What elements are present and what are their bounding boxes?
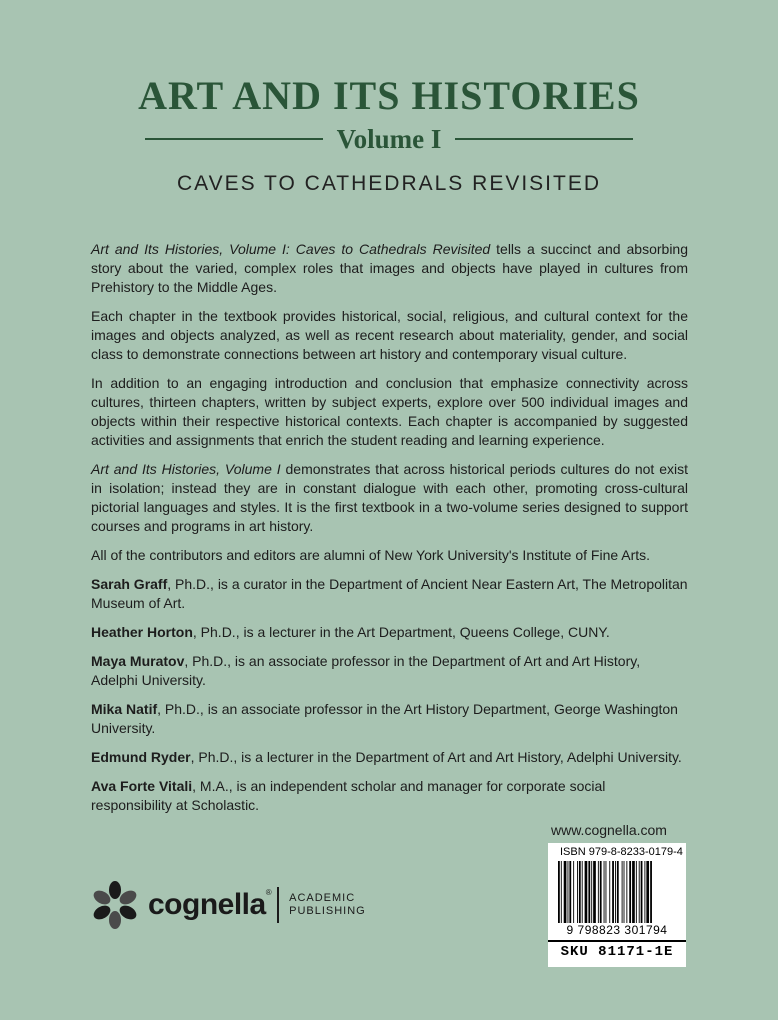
contributor-text: , M.A., is an independent scholar and manager for corporate social responsibility at Scholastic. (91, 778, 606, 813)
description-paragraph-5: All of the contributors and editors are alumni of New York University's Institute of Fine Arts. (91, 547, 651, 563)
contributor-bio (91, 623, 688, 642)
barcode-bar (636, 861, 637, 923)
title-italic: Art and Its Histories, Volume I (91, 461, 281, 477)
description-paragraph-4 (91, 460, 688, 536)
sku-label: SKU 81171-1E (560, 944, 674, 960)
barcode-bar (609, 861, 610, 923)
publisher-url: www.cognella.com (551, 822, 667, 838)
contributor-name: Mika Natif (91, 701, 158, 717)
contributor-name: Heather Horton (91, 624, 193, 640)
contributor-text: , Ph.D., is an associate professor in the Art History Department, George Washington University. (91, 701, 678, 736)
contributor-name: Ava Forte Vitali (91, 778, 193, 794)
publisher-logo (90, 880, 366, 930)
barcode-bar (561, 861, 562, 923)
paragraph-text: tells a succinct and absorbing story about the varied, complex roles that images and objects have played in cultures from Prehistory to the Middle Ages. (91, 241, 688, 295)
barcode-digits: 9 798823 301794 (566, 923, 668, 937)
volume-heading (145, 122, 633, 156)
barcode-bar (650, 861, 652, 923)
barcode-bar (626, 861, 627, 923)
contributor-text: , Ph.D., is a lecturer in the Department of Art and Art History, Adelphi University. (190, 749, 682, 765)
barcode-bar (568, 861, 569, 923)
contributor-text: , Ph.D., is a lecturer in the Art Department, Queens College, CUNY. (192, 624, 610, 640)
barcode-icon (558, 861, 676, 923)
cognella-logo-icon (90, 880, 140, 930)
right-rule (455, 138, 633, 140)
logo-divider (277, 887, 279, 923)
barcode-bar (624, 861, 625, 923)
contributor-bio (91, 700, 688, 738)
logo-tagline (289, 892, 366, 918)
barcode-bar (629, 861, 631, 923)
contributor-bio (91, 777, 688, 815)
logo-wordmark-text: cognella (148, 888, 266, 921)
barcode-bar (573, 861, 574, 923)
barcode-bar (617, 861, 619, 923)
barcode-bar (582, 861, 583, 923)
barcode-bar (569, 861, 571, 923)
barcode-bar (591, 861, 592, 923)
volume-label: Volume I (336, 123, 442, 154)
contributor-text: , Ph.D., is a curator in the Department of Ancient Near Eastern Art, The Metropolitan Museum of Art. (91, 576, 688, 611)
left-rule (145, 138, 323, 140)
contributor-text: , Ph.D., is an associate professor in the Department of Art and Art History, Adelphi University. (91, 653, 641, 688)
description-paragraph-2: Each chapter in the textbook provides historical, social, religious, and cultural context for the images and objects analyzed, as well as recent research about materiality, gender, and social class to demonstrate connections between art history and contemporary visual culture. (91, 308, 688, 362)
sku-divider (548, 940, 686, 942)
registered-mark: ® (265, 888, 272, 897)
barcode-bar (641, 861, 643, 923)
barcode-bar (577, 861, 578, 923)
barcode-bar (600, 861, 602, 923)
barcode-bar (604, 861, 605, 923)
barcode-bar (558, 861, 560, 923)
barcode-bar (606, 861, 607, 923)
tagline-line-1: ACADEMIC (289, 892, 356, 904)
contributor-name: Edmund Ryder (91, 749, 191, 765)
barcode-bar (564, 861, 567, 923)
paragraph-text: demonstrates that across historical periods cultures do not exist in isolation; instead they are in constant dialogue with each other, promoting cross-cultural pictorial languages and styles. It is the first textbook in a two-volume series designed to support courses and programs in art history. (91, 461, 688, 534)
tagline-line-2: PUBLISHING (289, 905, 366, 917)
barcode-bar (622, 861, 623, 923)
barcode-bar (585, 861, 588, 923)
description-paragraph-1 (91, 240, 688, 297)
barcode-bar (579, 861, 581, 923)
contributor-bio (91, 652, 688, 690)
title-italic: Art and Its Histories, Volume I: Caves to Cathedrals Revisited (91, 241, 491, 257)
isbn-label: ISBN 979-8-8233-0179-4 (560, 846, 683, 858)
back-cover-description (91, 240, 688, 825)
contributor-bio (91, 748, 688, 767)
contributor-bio (91, 575, 688, 613)
barcode-bar (639, 861, 640, 923)
contributor-name: Sarah Graff (91, 576, 168, 592)
contributor-name: Maya Muratov (91, 653, 185, 669)
barcode-bar (646, 861, 649, 923)
barcode-bar (593, 861, 596, 923)
barcode-bar (644, 861, 645, 923)
barcode-bar (612, 861, 614, 923)
book-subtitle: CAVES TO CATHEDRALS REVISITED (176, 172, 602, 195)
barcode-panel (548, 843, 686, 967)
logo-wordmark (148, 888, 271, 922)
book-title: ART AND ITS HISTORIES (138, 73, 640, 118)
barcode-bar (615, 861, 616, 923)
barcode-bar (588, 861, 590, 923)
barcode-bar (598, 861, 599, 923)
description-paragraph-3: In addition to an engaging introduction and conclusion that emphasize connectivity across cultures, thirteen chapters, written by subject experts, explore over 500 individual images and objects within their respective historical contexts. Each chapter is accompanied by suggested activities and assignments that enrich the student reading and learning experience. (91, 375, 688, 448)
barcode-bar (632, 861, 635, 923)
